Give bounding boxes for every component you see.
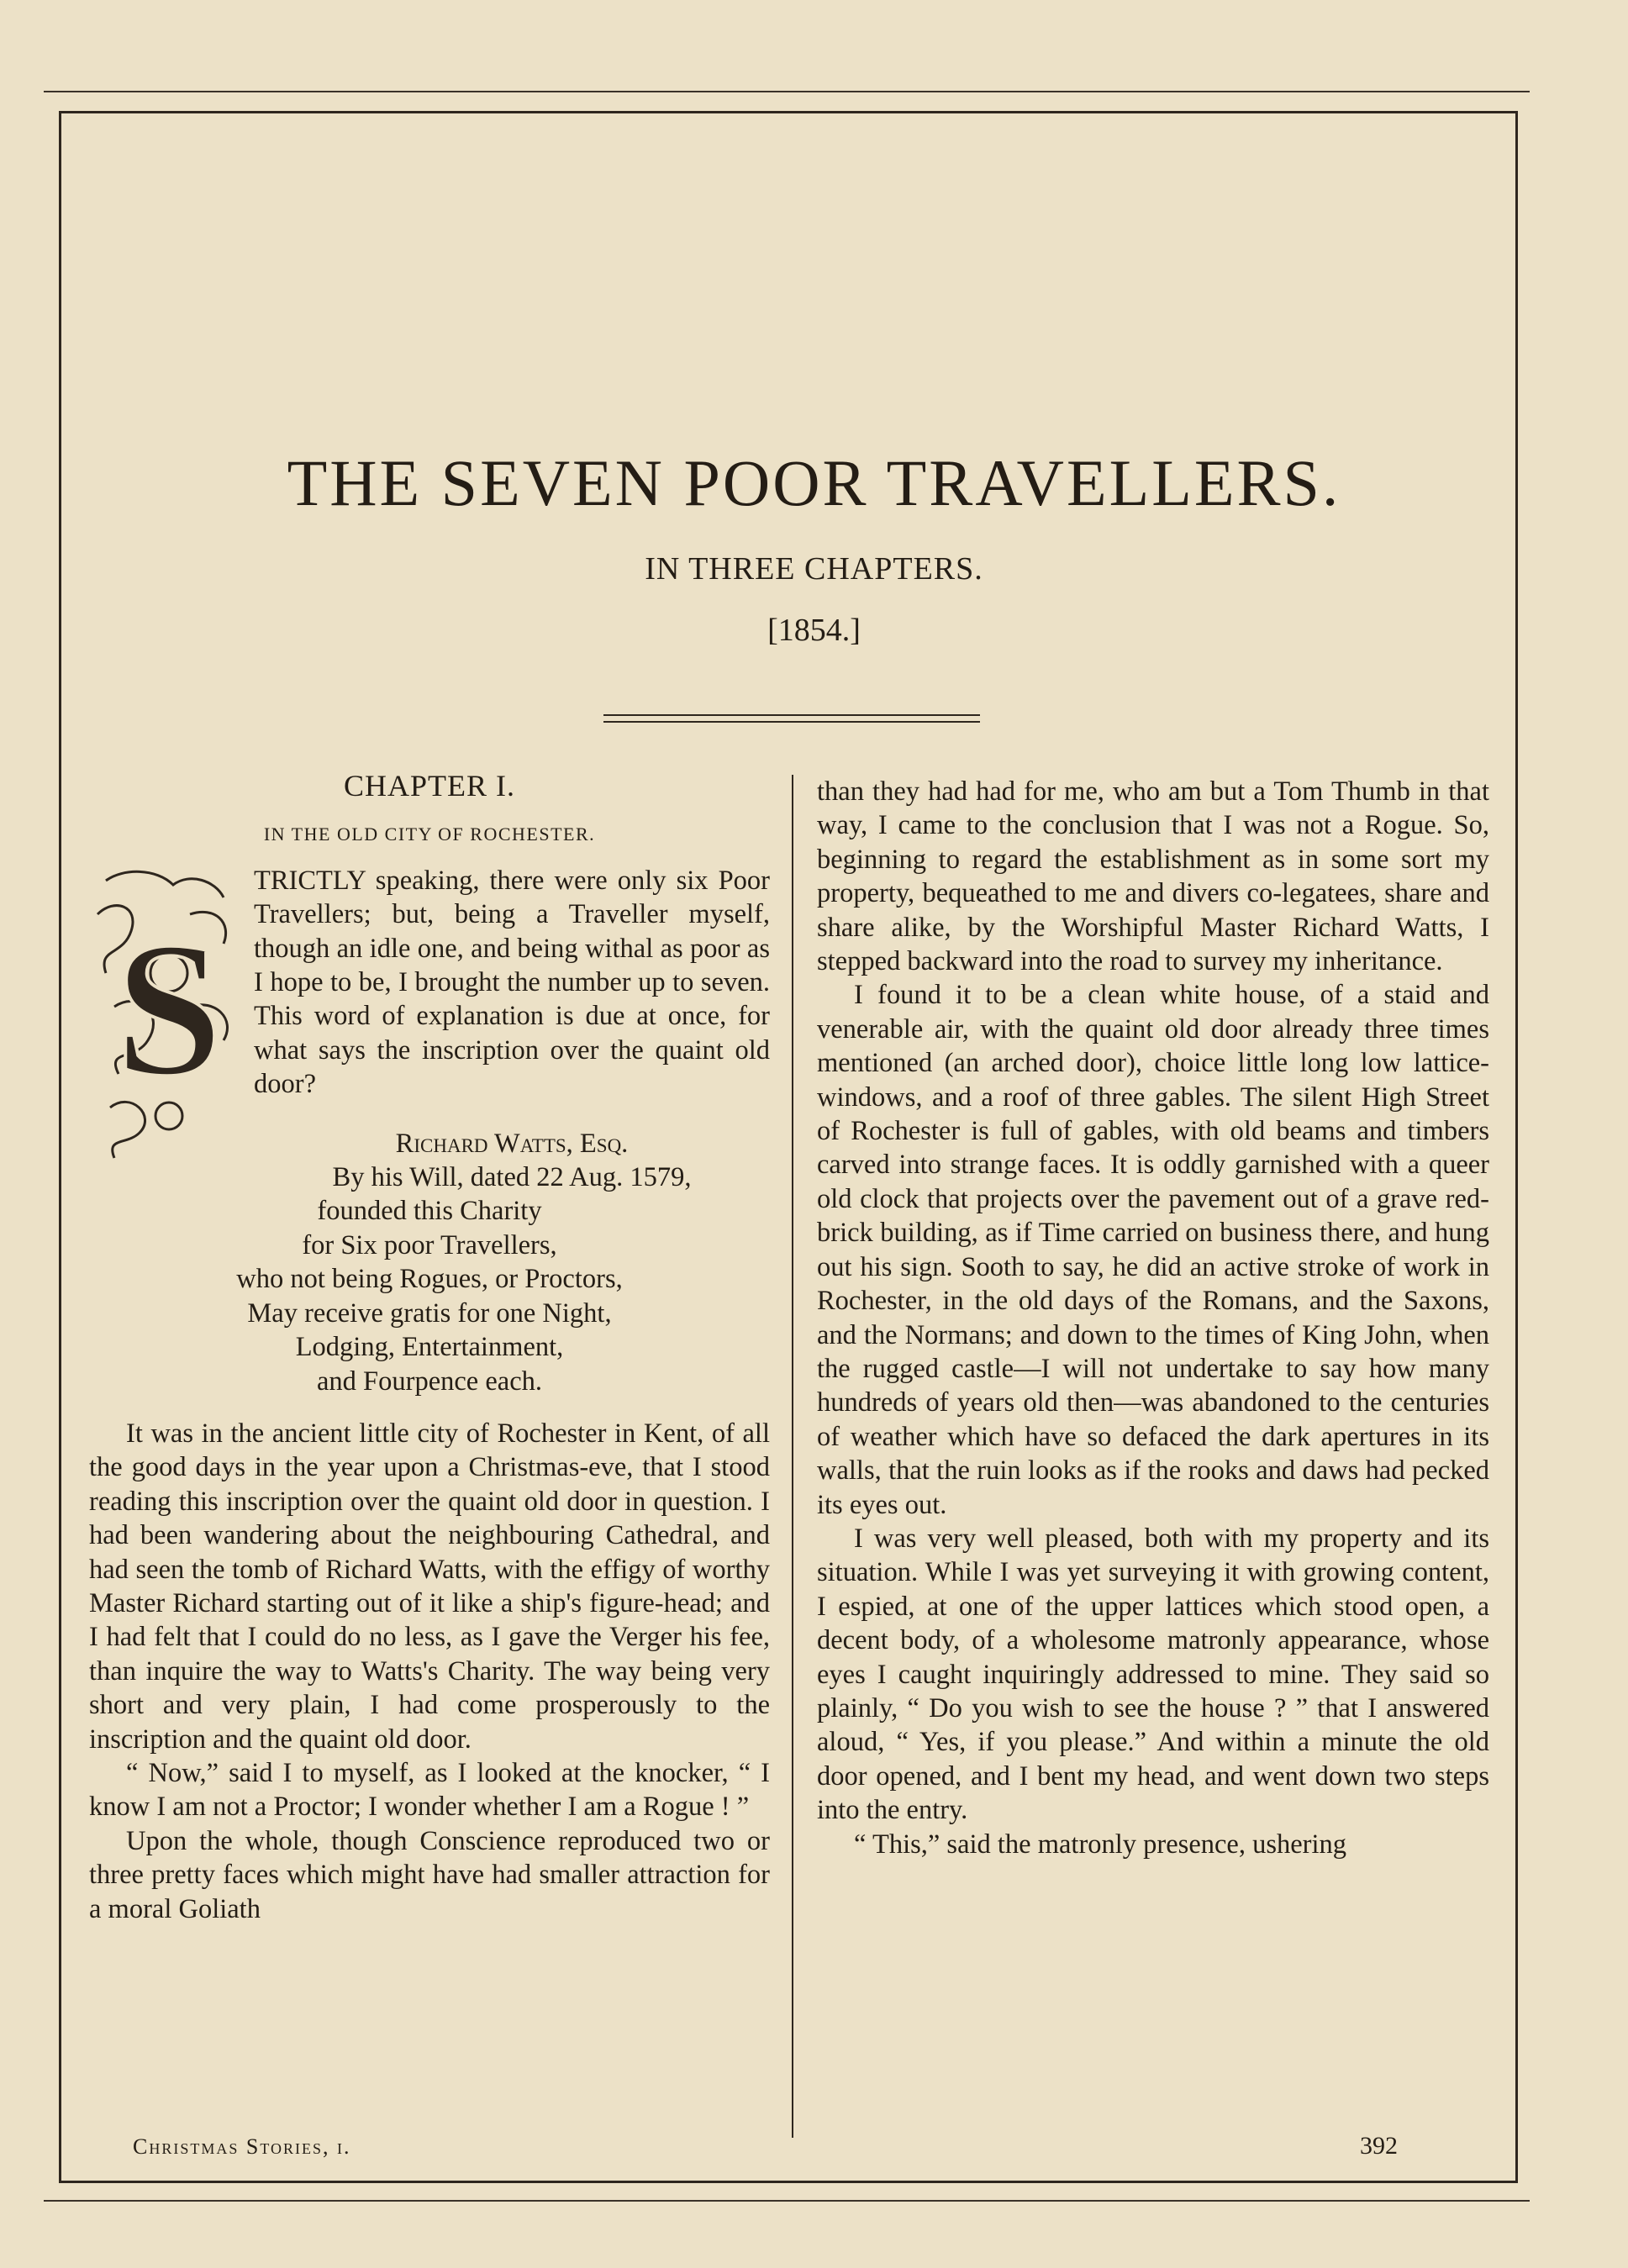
- title-rule-bottom: [603, 721, 980, 723]
- inscription-line: Richard Watts, Esq.: [395, 1128, 629, 1159]
- inscription-line: and Fourpence each.: [317, 1366, 542, 1397]
- chapter-heading: CHAPTER I.: [343, 769, 515, 802]
- body-paragraph: I found it to be a clean white house, of a staid and venerable air, with the quaint old door already three times mentioned (an arched door), choice little long low lattice-windows, and a roof of three gables. The silent High Street of Rochester is full of gables, with old beams and timbers carved into strange faces. It is oddly garnished with a queer old clock that projects over the pavement out of a grave red-brick building, as if Time carried on business there, and hung out his sign. Sooth to say, he did an active stroke of work in Rochester, in the old days of the Romans, and the Saxons, and the Normans; and down to the times of King John, when the rugged castle—I will not undertake to say how many hundreds of years old then—was abandoned to the centuries of weather which have so defaced the dark apertures in its walls, that the ruin looks as if the rooks and daws had pecked its eyes out.: [817, 980, 1489, 1520]
- body-paragraph: “ Now,” said I to myself, as I looked at the knocker, “ I know I am not a Proctor; I wonder whether I am a Rogue ! ”: [89, 1757, 770, 1823]
- page-title: THE SEVEN POOR TRAVELLERS.: [287, 446, 1341, 519]
- body-paragraph: Upon the whole, though Conscience reproduced two or three pretty faces which might have had smaller attraction for a moral Goliath: [89, 1825, 770, 1924]
- inscription-line: who not being Rogues, or Proctors,: [236, 1264, 623, 1295]
- page-subtitle: IN THREE CHAPTERS.: [645, 551, 983, 587]
- column-divider: [792, 775, 793, 2138]
- inscription-line: Lodging, Entertainment,: [295, 1332, 564, 1363]
- inscription-line: By his Will, dated 22 Aug. 1579,: [332, 1162, 692, 1193]
- dropcap-letter: S: [115, 901, 223, 1116]
- title-rule-top: [603, 714, 980, 716]
- body-paragraph: “ This,” said the matronly presence, ushering: [854, 1829, 1347, 1860]
- right-column: [817, 775, 1489, 1861]
- body-paragraph: I was very well pleased, both with my property and its situation. While I was yet surveying it with growing content, I espied, at one of the upper lattices which stood open, a decent body, of a wholesome matronly appearance, whose eyes I caught inquiringly addressed to mine. They said so plainly, “ Do you wish to see the house ? ” that I answered aloud, “ Yes, if you please.” And within a minute the old door opened, and I bent my head, and went down two steps into the entry.: [817, 1523, 1489, 1826]
- publication-year: [1854.]: [767, 613, 861, 648]
- inscription-line: for Six poor Travellers,: [302, 1229, 557, 1260]
- inscription-line: founded this Charity: [317, 1196, 542, 1227]
- continued-paragraph: than they had had for me, who am but a Tom Thumb in that way, I came to the conclusion that I was not a Rogue. So, beginning to regard the establishment as in some sort my property, bequeathed to me and divers co-legatees, share and share alike, by the Worshipful Master Richard Watts, I stepped backward into the road to survey my inheritance.: [817, 776, 1489, 977]
- ornamental-dropcap-icon: [89, 864, 245, 1175]
- left-column: [89, 769, 770, 1926]
- page-number: 392: [1360, 2132, 1398, 2160]
- body-paragraph: It was in the ancient little city of Rochester in Kent, of all the good days in the year upon a Christmas-eve, that I stood reading this inscription over the quaint old door in question. I had been wandering about the neighbouring Cathedral, and had seen the tomb of Richard Watts, with the effigy of worthy Master Richard starting out of it like a ship's figure-head; and I had felt that I could do no less, as I gave the Verger his fee, than inquire the way to Watts's Charity. The way being very short and very plain, I had come prosperously to the inscription and the quaint old door.: [89, 1418, 770, 1755]
- chapter-subheading: IN THE OLD CITY OF ROCHESTER.: [263, 824, 596, 845]
- opening-paragraph: TRICTLY speaking, there were only six Poor Travellers; but, being a Traveller myself, though an idle one, and being withal as poor as I hope to be, I brought the number up to seven. This word of explanation is due at once, for what says the inscription over the quaint old door?: [254, 865, 770, 1100]
- inscription-line: May receive gratis for one Night,: [247, 1297, 612, 1329]
- running-footer-title: Christmas Stories, i.: [133, 2134, 351, 2159]
